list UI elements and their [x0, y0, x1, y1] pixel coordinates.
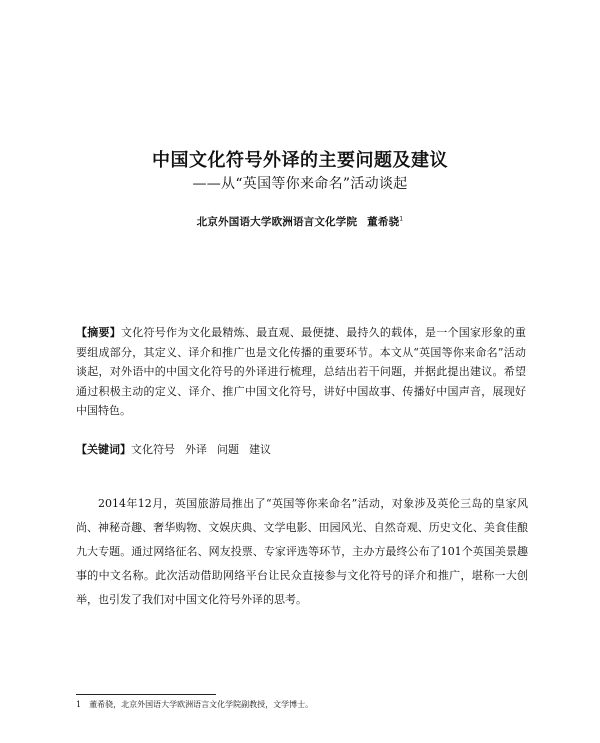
- keyword-item: 文化符号: [131, 443, 175, 456]
- footnote-text: 董希骁，北京外国语大学欧洲语言文化学院副教授，文学博士。: [89, 700, 314, 709]
- footnote-number: 1: [76, 700, 82, 709]
- keyword-item: 外译: [185, 443, 207, 456]
- paper-title: 中国文化符号外译的主要问题及建议: [152, 150, 448, 171]
- affiliation: 北京外国语大学欧洲语言文化学院: [196, 216, 358, 228]
- body-paragraph: 2014年12月，英国旅游局推出了“英国等你来命名”活动，对象涉及英伦三岛的皇家风尚、神秘奇趣、奢华购物、文娱庆典、文学电影、田园风光、自然奇观、历史文化、美食佳酿九大专题。通过网络征名、网友投票、专家评选等环节，主办方最终公布了101个英国美景趣事的中文名称。此次活动借助网络平台让民众直接参与文化符号的译介和推广，堪称一大创举，也引发了我们对中国文化符号外译的思考。: [76, 497, 528, 606]
- paper-subtitle: ——从“英国等你来命名”活动谈起: [192, 176, 408, 192]
- keywords: [76, 440, 526, 460]
- footnote-divider: [76, 694, 216, 695]
- keyword-item: 建议: [249, 443, 271, 456]
- abstract-text: 文化符号作为文化最精炼、最直观、最便捷、最持久的载体，是一个国家形象的重要组成部分，其定义、译介和推广也是文化传播的重要环节。本文从“英国等你来命名”活动谈起，对外语中的中国文化符号的外译进行梳理，总结出若干问题，并据此提出建议。希望通过积极主动的定义、译介、推广中国文化符号，讲好中国故事、传播好中国声音，展现好中国特色。: [76, 326, 527, 417]
- author-line: [0, 214, 600, 229]
- abstract: [76, 323, 526, 421]
- author-footnote-mark: 1: [399, 215, 404, 223]
- keywords-label: 【关键词】: [76, 443, 131, 456]
- footnote: [76, 699, 313, 710]
- keyword-item: 问题: [217, 443, 239, 456]
- abstract-label: 【摘要】: [76, 326, 122, 339]
- author-name: 董希骁: [367, 216, 400, 228]
